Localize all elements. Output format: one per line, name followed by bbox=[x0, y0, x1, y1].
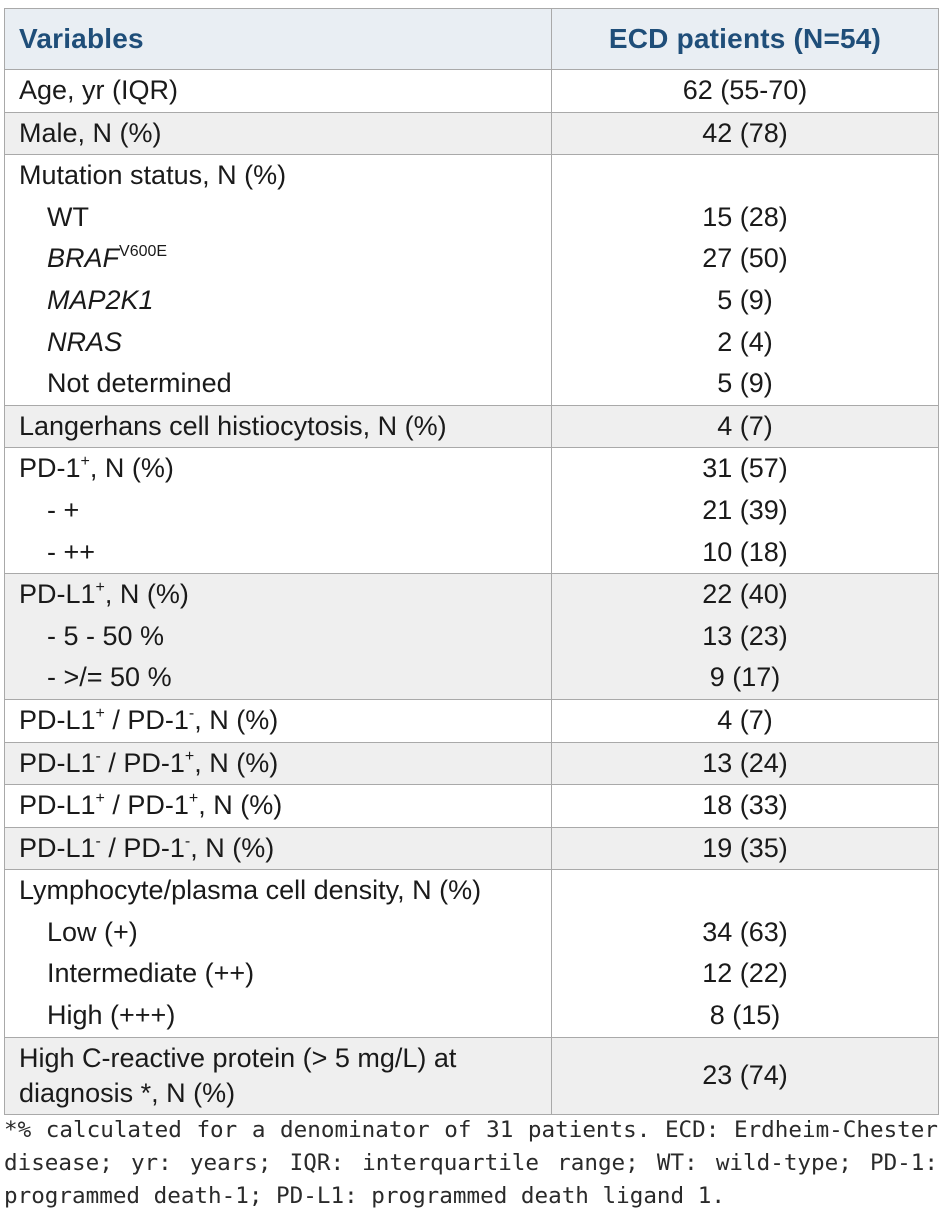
table-footnote: *% calculated for a denominator of 31 patients. ECD: Erdheim-Chester disease; yr: years; IQR: interquartile range; WT: wild-type; PD-1: programmed death-1; PD-L1: programmed death ligand 1. bbox=[4, 1117, 938, 1209]
sub-label-plusplus: - ++ bbox=[47, 536, 96, 567]
sub-label-50-plus: - >/= 50 % bbox=[47, 662, 172, 693]
row-value: 18 (33) bbox=[702, 790, 788, 821]
patient-characteristics-table bbox=[4, 8, 939, 1115]
sub-value-plusplus: 10 (18) bbox=[702, 536, 788, 567]
row-label: Langerhans cell histiocytosis, N (%) bbox=[19, 410, 447, 441]
sub-label-low: Low (+) bbox=[47, 916, 138, 947]
row-label: PD-L1+, N (%) bbox=[19, 579, 189, 610]
table-row-mutation-status bbox=[5, 155, 939, 406]
sub-label-nras: NRAS bbox=[47, 326, 123, 357]
sub-value-plus: 21 (39) bbox=[702, 494, 788, 525]
row-value-empty bbox=[552, 155, 938, 197]
row-value: 62 (55-70) bbox=[682, 75, 808, 105]
table-row-male bbox=[5, 112, 939, 155]
row-label: PD-L1+ / PD-1+, N (%) bbox=[19, 790, 283, 821]
table-row-pdl1neg-pd1pos bbox=[5, 742, 939, 785]
sub-label-plus: - + bbox=[47, 494, 80, 525]
table-header-row bbox=[5, 9, 939, 70]
table-row-lymphocyte-density bbox=[5, 870, 939, 1037]
row-value: 31 (57) bbox=[702, 453, 788, 484]
sub-label-braf: $BRAF^{V600E}$ bbox=[47, 243, 168, 274]
row-label: PD-L1+ / PD-1-, N (%) bbox=[19, 704, 279, 735]
row-value-empty bbox=[552, 870, 938, 912]
sub-value-high: 8 (15) bbox=[709, 1000, 781, 1031]
sub-value-intermediate: 12 (22) bbox=[702, 958, 788, 989]
row-value: 42 (78) bbox=[702, 117, 788, 148]
row-value: 4 (7) bbox=[717, 410, 773, 441]
row-value: 22 (40) bbox=[702, 579, 788, 610]
sub-value-map2k1: 5 (9) bbox=[717, 284, 773, 315]
row-value: 23 (74) bbox=[702, 1060, 788, 1091]
table-row-pdl1pos-pd1pos bbox=[5, 785, 939, 828]
row-label: Mutation status, N (%) bbox=[19, 160, 287, 191]
table-row-age bbox=[5, 70, 939, 113]
row-value: 13 (24) bbox=[702, 747, 788, 778]
sub-label-intermediate: Intermediate (++) bbox=[47, 958, 255, 989]
sub-label-5-50: - 5 - 50 % bbox=[47, 620, 165, 651]
sub-label-not-determined: Not determined bbox=[47, 368, 232, 399]
sub-value-braf: 27 (50) bbox=[702, 243, 788, 274]
row-label: PD-1+, N (%) bbox=[19, 453, 174, 484]
table-container bbox=[4, 8, 938, 1115]
table-row-pdl1 bbox=[5, 574, 939, 700]
table-row-crp bbox=[5, 1037, 939, 1114]
row-label: Age, yr (IQR) bbox=[19, 75, 179, 105]
header-ecd-patients: ECD patients (N=54) bbox=[552, 9, 939, 70]
table-row-pdl1neg-pd1neg bbox=[5, 827, 939, 870]
sub-label-map2k1: MAP2K1 bbox=[47, 284, 154, 315]
row-label: Male, N (%) bbox=[19, 117, 162, 148]
sub-value-not-determined: 5 (9) bbox=[717, 368, 773, 399]
sub-value-wt: 15 (28) bbox=[702, 201, 788, 232]
row-value: 4 (7) bbox=[717, 704, 773, 735]
sub-value-nras: 2 (4) bbox=[717, 326, 773, 357]
row-label: PD-L1- / PD-1-, N (%) bbox=[19, 832, 275, 863]
table-row-pdl1pos-pd1neg bbox=[5, 699, 939, 742]
sub-value-50-plus: 9 (17) bbox=[709, 662, 781, 693]
row-value: 19 (35) bbox=[702, 832, 788, 863]
sub-label-high: High (+++) bbox=[47, 1000, 176, 1031]
sub-value-low: 34 (63) bbox=[702, 916, 788, 947]
row-label-line2: diagnosis *, N (%) bbox=[19, 1077, 236, 1108]
table-row-pd1 bbox=[5, 448, 939, 574]
sub-label-wt: WT bbox=[47, 201, 89, 232]
row-label: Lymphocyte/plasma cell density, N (%) bbox=[19, 875, 482, 906]
row-label: PD-L1- / PD-1+, N (%) bbox=[19, 747, 279, 778]
table-row-lch bbox=[5, 405, 939, 448]
sub-value-5-50: 13 (23) bbox=[702, 620, 788, 651]
row-label-line1: High C-reactive protein (> 5 mg/L) at bbox=[19, 1042, 457, 1073]
header-variables: Variables bbox=[5, 9, 552, 70]
